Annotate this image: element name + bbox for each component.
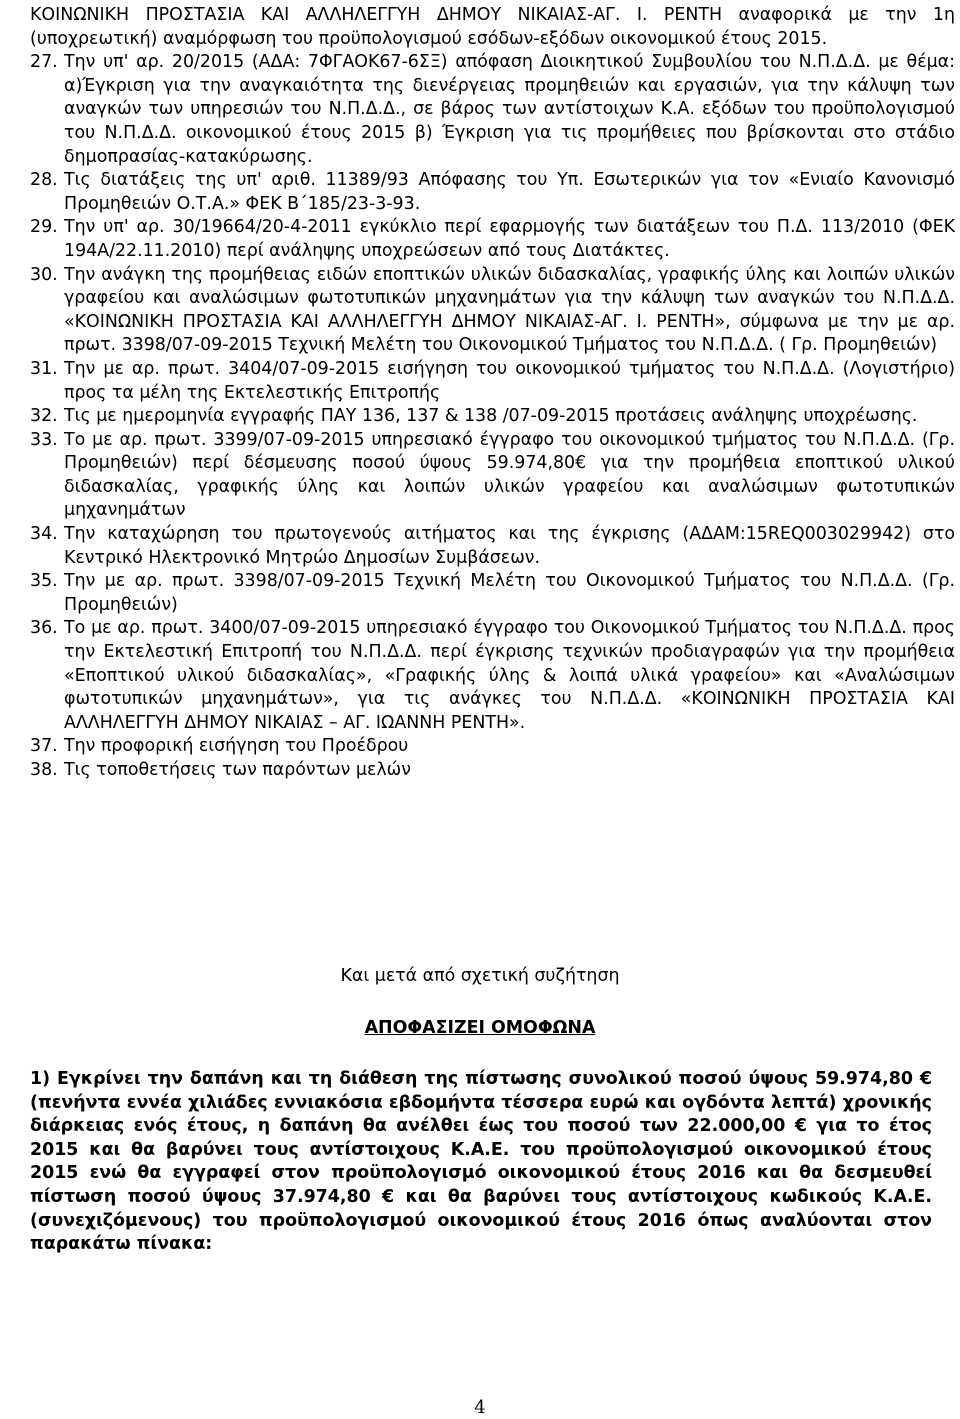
item-text: Το με αρ. πρωτ. 3399/07-09-2015 υπηρεσιακό έγγραφο του οικονομικού τμήματος του Ν.Π.Δ.Δ. (Γρ. Προμηθειών) περί δέσμευσης ποσού ύψους 59.974,80€ για την προμήθεια εποπτικού υλικού διδασκαλίας, γραφικής ύλης και λοιπών υλικών γραφείου και αναλώσιμων φωτοτυπικών μηχανημάτων — [64, 429, 955, 521]
item-number: 32. — [30, 406, 58, 427]
item-text: Την καταχώρηση του πρωτογενούς αιτήματος και της έγκρισης (ΑΔΑΜ:15REQ003029942) στο Κεντρικό Ηλεκτρονικό Μητρώο Δημοσίων Συμβάσεων. — [64, 524, 955, 568]
item-number: 38. — [30, 760, 58, 780]
item-number: 27. — [30, 52, 58, 73]
list-item — [30, 264, 955, 358]
list-item — [30, 617, 955, 735]
list-item — [30, 570, 955, 617]
item-text: Την υπ' αρ. 30/19664/20-4-2011 εγκύκλιο περί εφαρμογής των διατάξεων του Π.Δ. 113/2010 (ΦΕΚ 194Α/22.11.2010) περί ανάληψης υποχρεώσεων από τους Διατάκτες. — [64, 217, 955, 261]
after-discussion-line: Και μετά από σχετική συζήτηση — [340, 966, 620, 986]
list-item — [30, 169, 955, 216]
list-item — [30, 405, 955, 429]
item-text: Την με αρ. πρωτ. 3404/07-09-2015 εισήγηση του οικονομικού τμήματος του Ν.Π.Δ.Δ. (Λογιστήριο) προς τα μέλη της Εκτελεστικής Επιτροπής — [64, 358, 955, 403]
item-text: Την με αρ. πρωτ. 3398/07-09-2015 Τεχνική Μελέτη του Οικονομικού Τμήματος του Ν.Π.Δ.Δ. (Γρ. Προμηθειών) — [64, 571, 955, 615]
list-item — [30, 523, 955, 570]
intro-paragraph: ΚΟΙΝΩΝΙΚΗ ΠΡΟΣΤΑΣΙΑ ΚΑΙ ΑΛΛΗΛΕΓΓΥΗ ΔΗΜΟΥ ΝΙΚΑΙΑΣ-ΑΓ. Ι. ΡΕΝΤΗ αναφορικά με την 1η (υποχρεωτική) αναμόρφωση του προϋπολογισμού εσόδων-εξόδων οικονομικού έτους 2015. — [30, 5, 955, 49]
item-number: 37. — [30, 736, 58, 757]
item-number: 28. — [30, 170, 58, 191]
page-number: 4 — [474, 1397, 486, 1418]
item-number: 30. — [30, 264, 58, 285]
decision-paragraph: 1) Εγκρίνει την δαπάνη και τη διάθεση της πίστωσης συνολικού ποσού ύψους 59.974,80 € (πενήντα εννέα χιλιάδες εννιακόσια εβδομήντα τέσσερα ευρώ και ογδόντα λεπτά) χρονικής διάρκειας ενός έτους, η δαπάνη θα ανέλθει έως του ποσού των 22.000,00 € για το έτος 2015 και θα βαρύνει τους αντίστοιχους Κ.Α.Ε. του προϋπολογισμού οικονομικού έτους 2015 ενώ θα εγγραφεί στον προϋπολογισμό οικονομικού έτους 2016 και θα δεσμευθεί πίστωση ποσού ύψους 37.974,80 € και θα βαρύνει τους αντίστοιχους κωδικούς Κ.Α.Ε. (συνεχιζόμενους) του προϋπολογισμού οικονομικού έτους 2016 όπως αναλύονται στον παρακάτω πίνακα: — [30, 1069, 932, 1255]
item-number: 35. — [30, 571, 58, 592]
item-text: Τις διατάξεις της υπ' αριθ. 11389/93 Απόφασης του Υπ. Εσωτερικών για τον «Ενιαίο Κανονισμό Προμηθειών Ο.Τ.Α.» ΦΕΚ Β΄185/23-3-93. — [64, 170, 955, 214]
item-number: 33. — [30, 429, 58, 450]
list-item — [30, 735, 955, 759]
item-text: Την ανάγκη της προμήθειας ειδών εποπτικών υλικών διδασκαλίας, γραφικής ύλης και λοιπών υλικών γραφείου και αναλώσιμων φωτοτυπικών μηχανημάτων για την κάλυψη των αναγκών του Ν.Π.Δ.Δ. «ΚΟΙΝΩΝΙΚΗ ΠΡΟΣΤΑΣΙΑ ΚΑΙ ΑΛΛΗΛΕΓΓΥΗ ΔΗΜΟΥ ΝΙΚΑΙΑΣ-ΑΓ. Ι. ΡΕΝΤΗ», σύμφωνα με την με αρ. πρωτ. 3398/07-09-2015 Τεχνική Μελέτη του Οικονομικού Τμήματος του Ν.Π.Δ.Δ. ( Γρ. Προμηθειών) — [64, 264, 955, 356]
list-item — [30, 358, 955, 405]
list-item — [30, 429, 955, 523]
item-text: Τις με ημερομηνία εγγραφής ΠΑΥ 136, 137 & 138 /07-09-2015 προτάσεις ανάληψης υποχρέωσης. — [64, 406, 918, 427]
list-item — [30, 759, 955, 783]
item-number: 29. — [30, 217, 58, 238]
list-item — [30, 51, 955, 169]
list-item — [30, 216, 955, 263]
document-body — [30, 4, 955, 783]
decision-heading: ΑΠΟΦΑΣΙΖΕΙ ΟΜΟΦΩΝΑ — [364, 1018, 596, 1038]
item-text: Την προφορική εισήγηση του Προέδρου — [64, 736, 409, 757]
item-text: Την υπ' αρ. 20/2015 (ΑΔΑ: 7ΦΓΑΟΚ67-6ΣΞ) απόφαση Διοικητικού Συμβουλίου του Ν.Π.Δ.Δ. με θέμα: α)Έγκριση για την αναγκαιότητα της διενέργειας προμηθειών και εργασιών, για την κάλυψη των αναγκών των υπηρεσιών του Ν.Π.Δ.Δ., σε βάρος των αντίστοιχων Κ.Α. εξόδων του προϋπολογισμού του Ν.Π.Δ.Δ. οικονομικού έτους 2015 β) Έγκριση για τις προμήθειες που βρίσκονται στο στάδιο δημοπρασίας-κατακύρωσης. — [64, 52, 955, 167]
item-text: Τις τοποθετήσεις των παρόντων μελών — [64, 760, 411, 780]
item-number: 36. — [30, 618, 58, 639]
item-text: Το με αρ. πρωτ. 3400/07-09-2015 υπηρεσιακό έγγραφο του Οικονομικού Τμήματος του Ν.Π.Δ.Δ. προς την Εκτελεστική Επιτροπή του Ν.Π.Δ.Δ. περί έγκρισης τεχνικών προδιαγραφών για την προμήθεια «Εποπτικού υλικού διδασκαλίας», «Γραφικής ύλης & λοιπά υλικά γραφείου» και «Αναλώσιμων φωτοτυπικών μηχανημάτων», για τις ανάγκες του Ν.Π.Δ.Δ. «ΚΟΙΝΩΝΙΚΗ ΠΡΟΣΤΑΣΙΑ ΚΑΙ ΑΛΛΗΛΕΓΓΥΗ ΔΗΜΟΥ ΝΙΚΑΙΑΣ – ΑΓ. ΙΩΑΝΝΗ ΡΕΝΤΗ». — [64, 618, 955, 733]
item-number: 31. — [30, 358, 58, 379]
item-number: 34. — [30, 524, 58, 545]
